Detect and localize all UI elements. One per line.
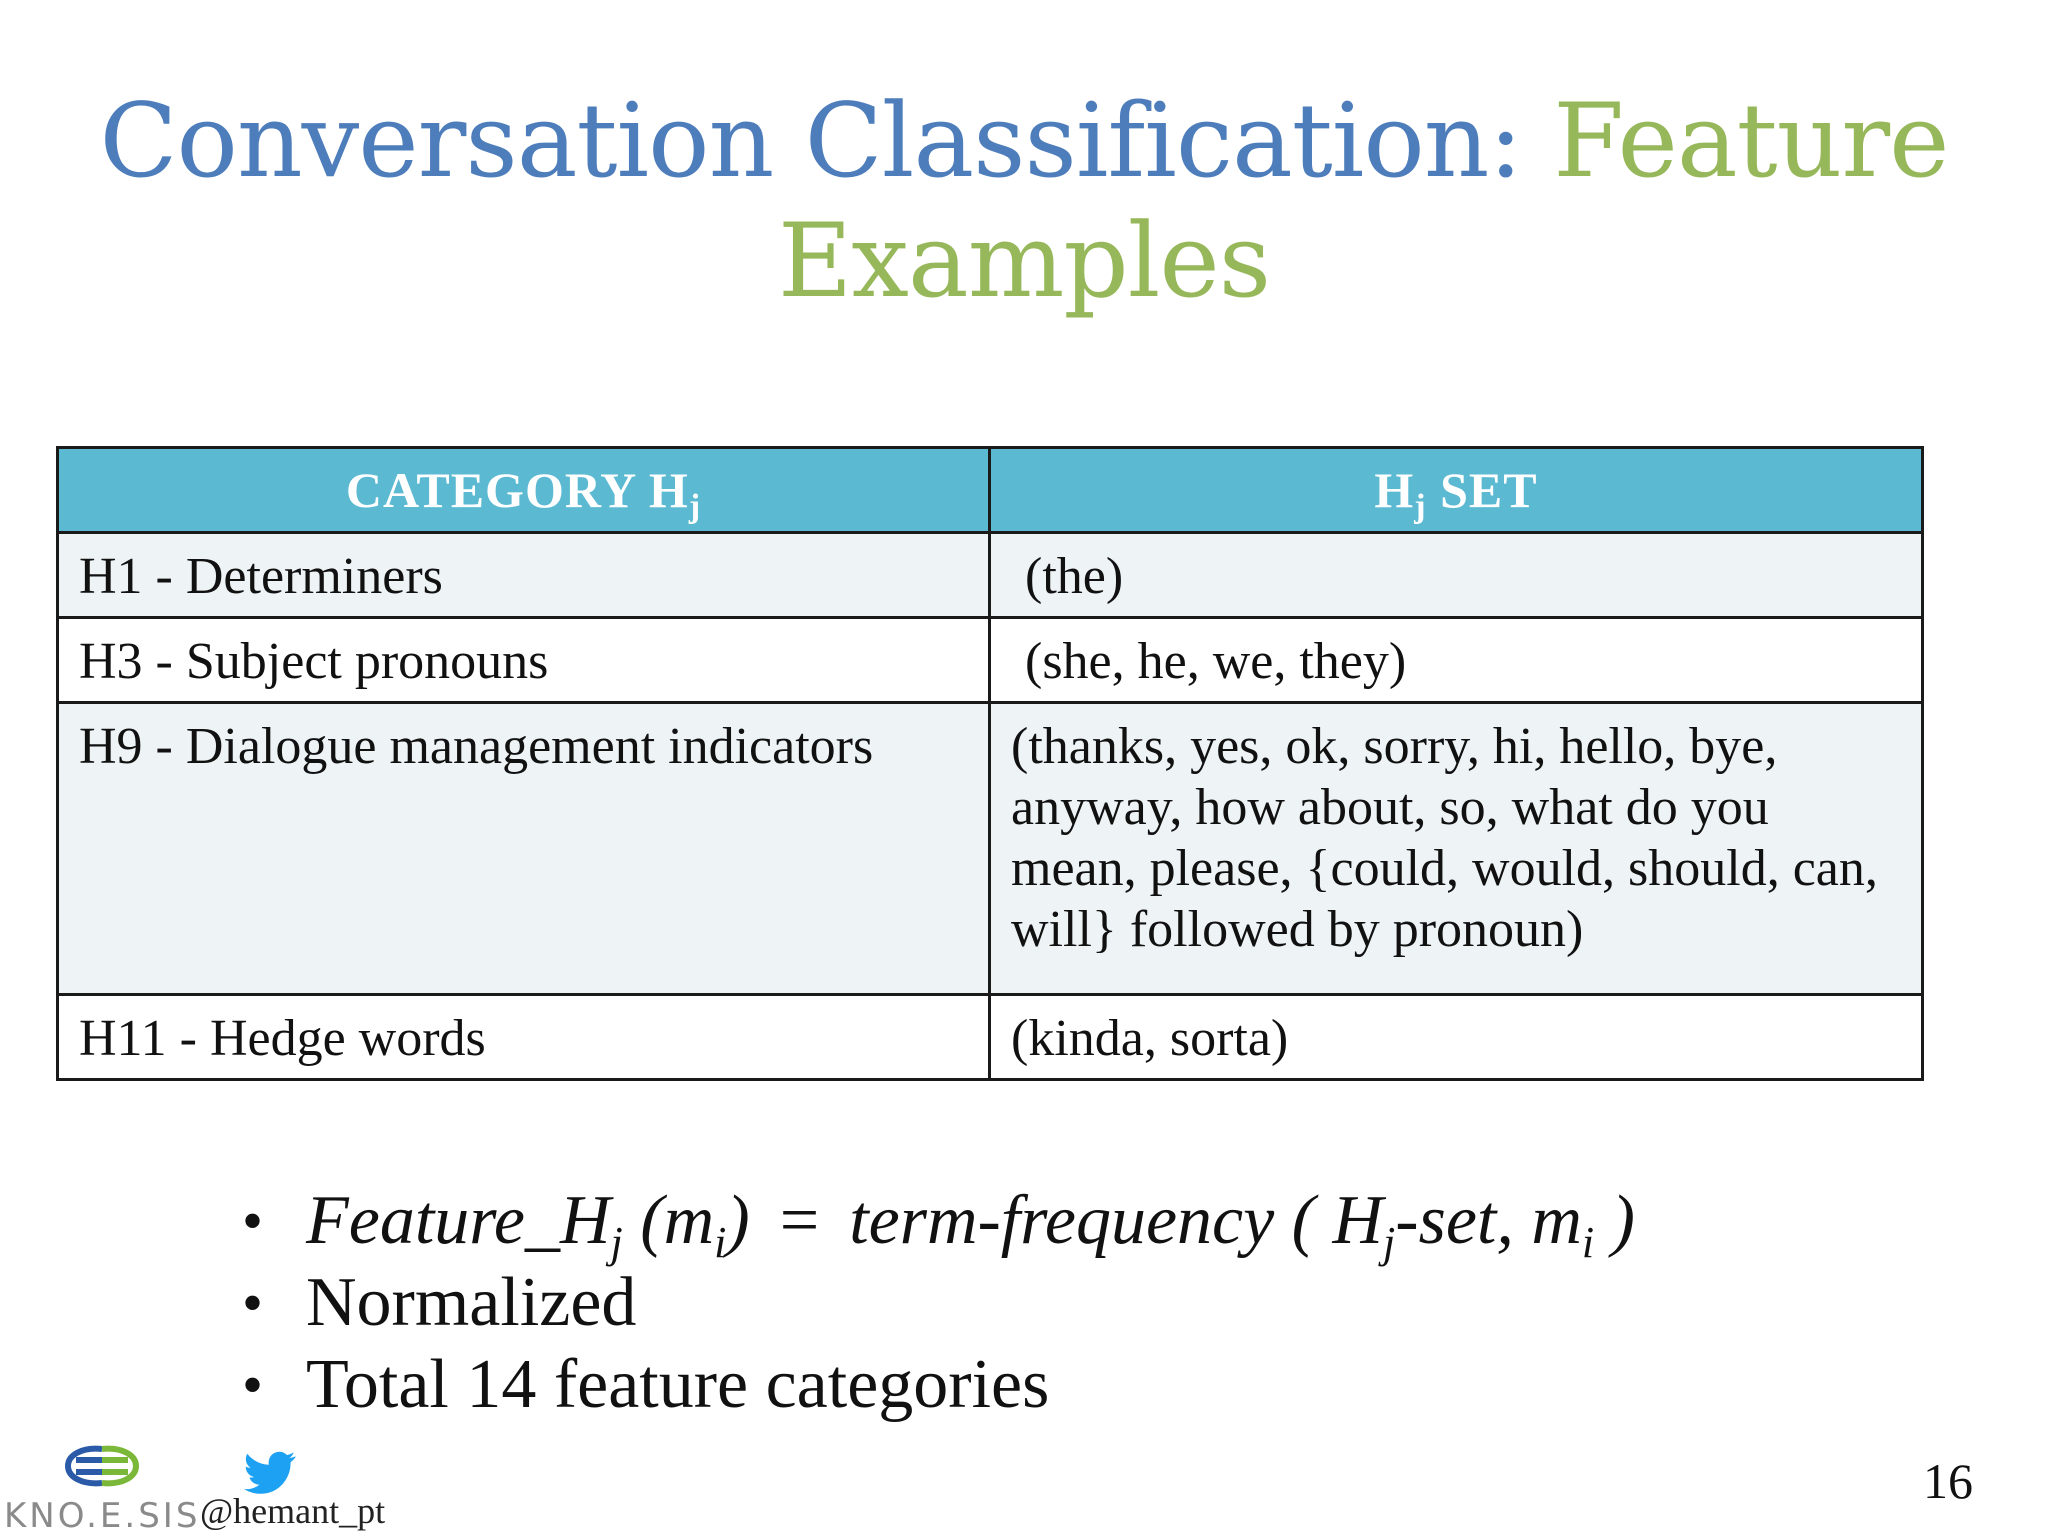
table-row — [58, 995, 1923, 1080]
column-header-category-text: CATEGORY H — [345, 462, 689, 518]
bullet-total — [242, 1344, 1635, 1426]
formula-rhs-sub2: i — [1581, 1218, 1595, 1267]
knoesis-logo-icon — [62, 1445, 142, 1487]
slide-title — [0, 82, 2048, 322]
set-cell: (thanks, yes, ok, sorry, hi, hello, bye, anyway, how about, so, what do you mean, please, {could, would, should, can, will} followed by pronoun) — [990, 703, 1923, 995]
set-cell: (she, he, we, they) — [990, 618, 1923, 703]
title-line-1 — [0, 82, 2048, 202]
table-row — [58, 618, 1923, 703]
bullet-dot: • — [242, 1270, 264, 1336]
column-header-category — [58, 448, 990, 533]
logo-text: KNO.E.SIS — [4, 1496, 201, 1536]
set-cell: (kinda, sorta) — [990, 995, 1923, 1080]
formula-lhs-sub: j — [610, 1218, 623, 1267]
column-header-category-sub: j — [688, 488, 702, 525]
formula-lhs-close: ) — [726, 1182, 750, 1259]
formula-lhs-arg-sub: i — [714, 1218, 727, 1267]
formula-rhs-mid: -set, m — [1395, 1182, 1582, 1259]
formula-equals: = — [779, 1182, 820, 1259]
column-header-set — [990, 448, 1923, 533]
category-cell: H9 - Dialogue management indicators — [58, 703, 990, 995]
title-main: Conversation Classification: — [99, 82, 1554, 201]
bullet-list — [242, 1180, 1635, 1426]
bullet-formula — [242, 1180, 1635, 1267]
column-header-set-suffix: SET — [1426, 462, 1538, 518]
bullet-normalized — [242, 1262, 1635, 1344]
bullet-text: Normalized — [306, 1264, 637, 1341]
formula-rhs-close: ) — [1594, 1182, 1635, 1259]
formula-lhs-arg: (m — [622, 1182, 715, 1259]
title-line-2: Examples — [777, 202, 1271, 321]
table-header-row — [58, 448, 1923, 533]
table-row — [58, 703, 1923, 995]
bullet-dot: • — [242, 1188, 264, 1254]
page-number: 16 — [1923, 1453, 1973, 1509]
column-header-set-sub: j — [1414, 488, 1427, 525]
set-cell: (the) — [990, 533, 1923, 618]
column-header-set-prefix: H — [1374, 462, 1415, 518]
feature-table — [56, 446, 1924, 1081]
formula — [306, 1182, 1635, 1267]
formula-rhs: term-frequency ( H — [849, 1182, 1384, 1259]
bullet-dot: • — [242, 1352, 264, 1418]
category-cell: H1 - Determiners — [58, 533, 990, 618]
category-cell: H3 - Subject pronouns — [58, 618, 990, 703]
title-accent: Feature — [1553, 82, 1949, 201]
formula-lhs: Feature_H — [306, 1182, 611, 1259]
table-row — [58, 533, 1923, 618]
twitter-handle[interactable]: @hemant_pt — [200, 1491, 386, 1531]
formula-rhs-sub: j — [1383, 1218, 1396, 1267]
category-cell: H11 - Hedge words — [58, 995, 990, 1080]
bullet-text: Total 14 feature categories — [306, 1346, 1050, 1423]
